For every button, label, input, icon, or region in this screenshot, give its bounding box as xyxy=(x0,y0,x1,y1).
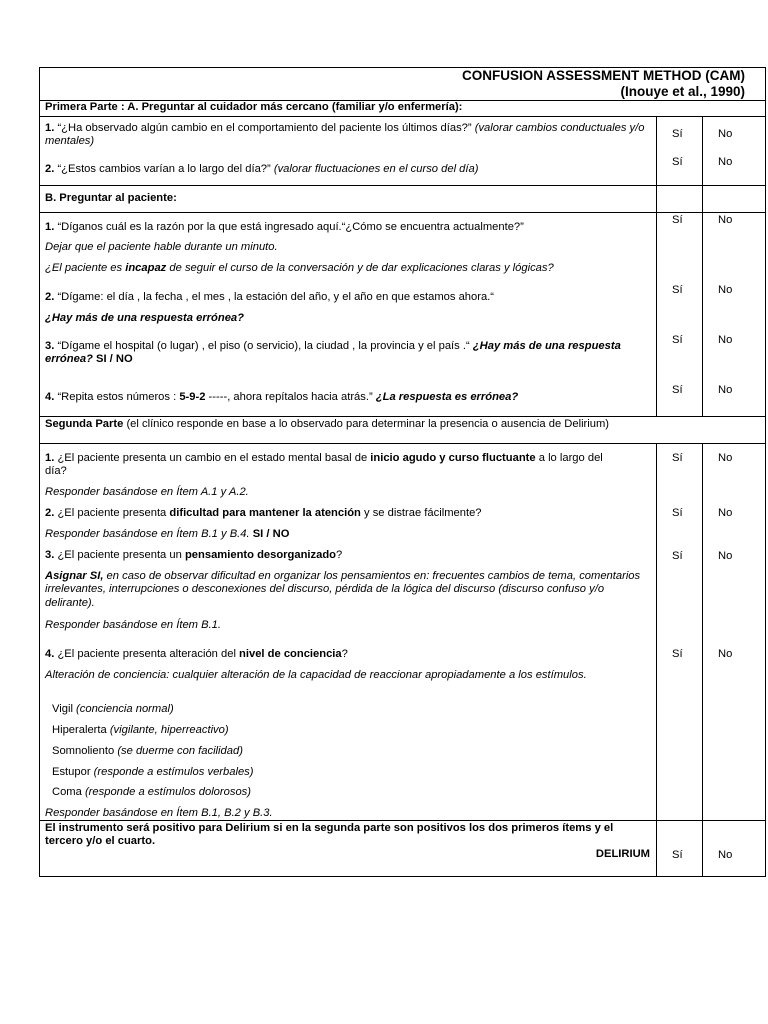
level-somnoliento: Somnoliento (se duerme con facilidad) xyxy=(52,745,243,757)
answer-no[interactable]: No xyxy=(718,384,733,396)
question-b1: 1. “Díganos cuál es la razón por la que está ingresado aquí.“¿Cómo se encuentra actualmente?” xyxy=(45,221,524,233)
column-divider xyxy=(656,185,657,212)
answer-yes[interactable]: Sí xyxy=(672,334,683,346)
question-b2: 2. “Dígame: el día , la fecha , el mes , la estación del año, y el año en que estamos ahora.“ xyxy=(45,291,495,303)
answer-yes[interactable]: Sí xyxy=(672,156,683,168)
item-2: 2. ¿El paciente presenta dificultad para mantener la atención y se distrae fácilmente? xyxy=(45,507,482,519)
question-b1-question: ¿El paciente es incapaz de seguir el curso de la conversación y de dar explicaciones claras y lógicas? xyxy=(45,262,554,274)
answer-yes[interactable]: Sí xyxy=(672,849,683,861)
item-1-ref: Responder basándose en Ítem A.1 y A.2. xyxy=(45,486,249,498)
item-4: 4. ¿El paciente presenta alteración del nivel de conciencia? xyxy=(45,648,348,660)
level-estupor: Estupor (responde a estímulos verbales) xyxy=(52,766,254,778)
column-divider xyxy=(702,185,703,212)
answer-yes[interactable]: Sí xyxy=(672,452,683,464)
answer-yes[interactable]: Sí xyxy=(672,214,683,226)
answer-no[interactable]: No xyxy=(718,507,733,519)
column-divider xyxy=(702,212,703,416)
footer-text: El instrumento será positivo para Delirium si en la segunda parte son positivos los dos primeros ítems y el tercero y/o el cuarto. xyxy=(45,822,614,848)
item-4-definition: Alteración de conciencia: cualquier alteración de la capacidad de reaccionar apropiadamente a los estímulos. xyxy=(45,669,587,681)
item-3: 3. ¿El paciente presenta un pensamiento desorganizado? xyxy=(45,549,343,561)
answer-no[interactable]: No xyxy=(718,648,733,660)
answer-yes[interactable]: Sí xyxy=(672,128,683,140)
answer-yes[interactable]: Sí xyxy=(672,648,683,660)
item-4-ref: Responder basándose en Ítem B.1, B.2 y B.3. xyxy=(45,807,273,819)
divider xyxy=(39,876,765,877)
question-a2: 2. “¿Estos cambios varían a lo largo del día?” (valorar fluctuaciones en el curso del día) xyxy=(45,163,479,175)
question-a1: 1. “¿Ha observado algún cambio en el comportamiento del paciente los últimos días?” (valorar cambios conductuales y/o mentales) xyxy=(45,122,645,148)
page-title: CONFUSION ASSESSMENT METHOD (CAM) xyxy=(462,68,745,83)
item-2-ref: Responder basándose en Ítem B.1 y B.4. SI / NO xyxy=(45,528,290,540)
item-3-assign: Asignar SI, en caso de observar dificultad en organizar los pensamientos en: frecuentes cambios de tema, comentarios irrelevantes, interrupciones o desconexiones del discurso, pérdida de la lógica del discurso (discurso confuso y/o delirante). xyxy=(45,570,641,609)
answer-no[interactable]: No xyxy=(718,284,733,296)
answer-yes[interactable]: Sí xyxy=(672,284,683,296)
delirium-label: DELIRIUM xyxy=(595,848,650,860)
column-divider xyxy=(656,212,657,416)
part2-header: Segunda Parte (el clínico responde en base a lo observado para determinar la presencia o ausencia de Delirium) xyxy=(45,418,610,430)
answer-no[interactable]: No xyxy=(718,550,733,562)
item-3-ref: Responder basándose en Ítem B.1. xyxy=(45,619,222,631)
answer-no[interactable]: No xyxy=(718,849,733,861)
column-divider xyxy=(656,116,657,185)
column-divider xyxy=(702,443,703,876)
section-b-header: B. Preguntar al paciente: xyxy=(45,192,177,204)
column-divider xyxy=(702,116,703,185)
level-hiperalerta: Hiperalerta (vigilante, hiperreactivo) xyxy=(52,724,229,736)
question-b4: 4. “Repita estos números : 5-9-2 -----, ahora repítalos hacia atrás.” ¿La respuesta es errónea? xyxy=(45,391,519,403)
divider xyxy=(39,416,765,417)
question-b1-note: Dejar que el paciente hable durante un minuto. xyxy=(45,241,278,253)
answer-yes[interactable]: Sí xyxy=(672,384,683,396)
level-coma: Coma (responde a estímulos dolorosos) xyxy=(52,786,251,798)
question-b2-question: ¿Hay más de una respuesta errónea? xyxy=(45,312,244,324)
answer-yes[interactable]: Sí xyxy=(672,550,683,562)
part1-header: Primera Parte : A. Preguntar al cuidador más cercano (familiar y/o enfermería): xyxy=(45,101,463,113)
answer-no[interactable]: No xyxy=(718,334,733,346)
question-b3: 3. “Dígame el hospital (o lugar) , el piso (o servicio), la ciudad , la provincia y el país .“ ¿Hay más de una respuesta errónea? SI / NO xyxy=(45,340,621,366)
answer-no[interactable]: No xyxy=(718,156,733,168)
item-1: 1. ¿El paciente presenta un cambio en el estado mental basal de inicio agudo y curso fluctuante a lo largo del día? xyxy=(45,452,603,478)
column-divider xyxy=(656,443,657,876)
answer-no[interactable]: No xyxy=(718,128,733,140)
page-subtitle: (Inouye et al., 1990) xyxy=(620,84,745,99)
level-vigil: Vigil (conciencia normal) xyxy=(52,703,174,715)
answer-no[interactable]: No xyxy=(718,214,733,226)
answer-no[interactable]: No xyxy=(718,452,733,464)
answer-yes[interactable]: Sí xyxy=(672,507,683,519)
